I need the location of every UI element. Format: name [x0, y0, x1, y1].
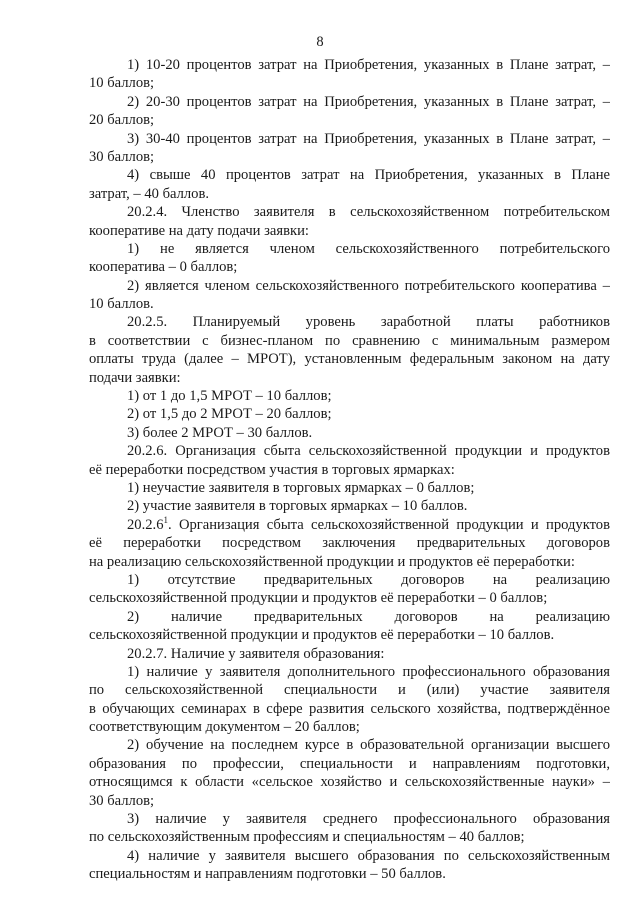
text-line: специальностям и направлениям подготовки – 50 баллов. — [89, 866, 446, 883]
text-line: 1) 10-20 процентов затрат на Приобретения, указанных в Плане затрат, – — [127, 57, 610, 73]
text-line: 2) наличие предварительных договоров на реализацию — [127, 608, 610, 625]
text-line: 20.2.6. Организация сбыта сельскохозяйственной продукции и продуктов — [127, 443, 610, 460]
text-line: 20.2.4. Членство заявителя в сельскохозяйственном потребительском — [127, 204, 610, 221]
text-line: её переработки посредством заключения предварительных договоров — [89, 535, 610, 552]
text-line: 4) свыше 40 процентов затрат на Приобретения, указанных в Плане — [127, 167, 610, 184]
text-line: 2) является членом сельскохозяйственного потребительского кооператива – — [127, 277, 610, 294]
text-line: соответствующим документом – 20 баллов; — [89, 719, 360, 736]
text-line — [89, 516, 610, 534]
text-line: по сельскохозяйственным профессиям и специальностям – 40 баллов; — [89, 829, 525, 846]
text-line: относящимся к области «сельское хозяйство и сельскохозяйственные науки» – — [89, 774, 610, 791]
text-line: 1) от 1 до 1,5 МРОТ – 10 баллов; — [127, 388, 332, 405]
text-line: 10 баллов; — [89, 75, 155, 92]
text-line: 20 баллов; — [89, 112, 155, 129]
text-line: 1) отсутствие предварительных договоров на реализацию — [127, 571, 610, 588]
text-line: 2) обучение на последнем курсе в образовательной организации высшего — [127, 737, 610, 754]
text-line: 4) наличие у заявителя высшего образования по сельскохозяйственным — [127, 847, 610, 864]
text-line: кооперативе на дату подачи заявки: — [89, 222, 309, 239]
page-number: 8 — [316, 34, 324, 50]
document-body — [89, 56, 610, 884]
text-line: 2) 20-30 процентов затрат на Приобретения, указанных в Плане затрат, – — [127, 93, 610, 110]
text-line: 1) не является членом сельскохозяйственного потребительского — [127, 240, 610, 257]
text-line: сельскохозяйственной продукции и продуктов её переработки – 0 баллов; — [89, 590, 548, 607]
text-line: 1) наличие у заявителя дополнительного профессионального образования — [127, 663, 610, 680]
text-line: сельскохозяйственной продукции и продуктов её переработки – 10 баллов. — [89, 627, 555, 644]
text-line: 2) участие заявителя в торговых ярмарках – 10 баллов. — [127, 498, 468, 515]
text-line-part: . Организация сбыта сельскохозяйственной продукции и продуктов — [167, 516, 610, 533]
text-line: в соответствии с бизнес-планом по сравнению с минимальным размером — [89, 332, 610, 349]
text-line: 10 баллов. — [89, 296, 154, 313]
text-line: затрат, – 40 баллов. — [89, 185, 210, 202]
text-line: по сельскохозяйственной специальности и (или) участие заявителя — [89, 682, 610, 699]
text-line: её переработки посредством участия в торговых ярмарках: — [89, 461, 455, 478]
text-line-part: 20.2.6 — [127, 516, 164, 533]
text-line: 30 баллов; — [89, 792, 155, 809]
text-line: на реализацию сельскохозяйственной продукции и продуктов её переработки: — [89, 553, 575, 570]
text-line: 20.2.7. Наличие у заявителя образования: — [127, 645, 385, 662]
text-line: 3) более 2 МРОТ – 30 баллов. — [127, 424, 313, 441]
text-line: 3) 30-40 процентов затрат на Приобретения, указанных в Плане затрат, – — [127, 130, 610, 147]
text-line: кооператива – 0 баллов; — [89, 259, 238, 276]
text-line: подачи заявки: — [89, 369, 181, 386]
text-line: 2) от 1,5 до 2 МРОТ – 20 баллов; — [127, 406, 332, 423]
text-line: 3) наличие у заявителя среднего профессионального образования — [127, 811, 610, 828]
text-line: 20.2.5. Планируемый уровень заработной платы работников — [127, 314, 610, 331]
superscript: 1 — [163, 515, 168, 525]
text-line: в обучающих семинарах в сфере развития сельского хозяйства, подтверждённое — [89, 700, 610, 717]
text-line: 1) неучастие заявителя в торговых ярмарках – 0 баллов; — [127, 479, 475, 496]
text-line: оплаты труда (далее – МРОТ), установленным федеральным законом на дату — [89, 351, 610, 368]
text-line: образования по профессии, специальности и направлениям подготовки, — [89, 755, 610, 772]
text-line: 30 баллов; — [89, 148, 155, 165]
